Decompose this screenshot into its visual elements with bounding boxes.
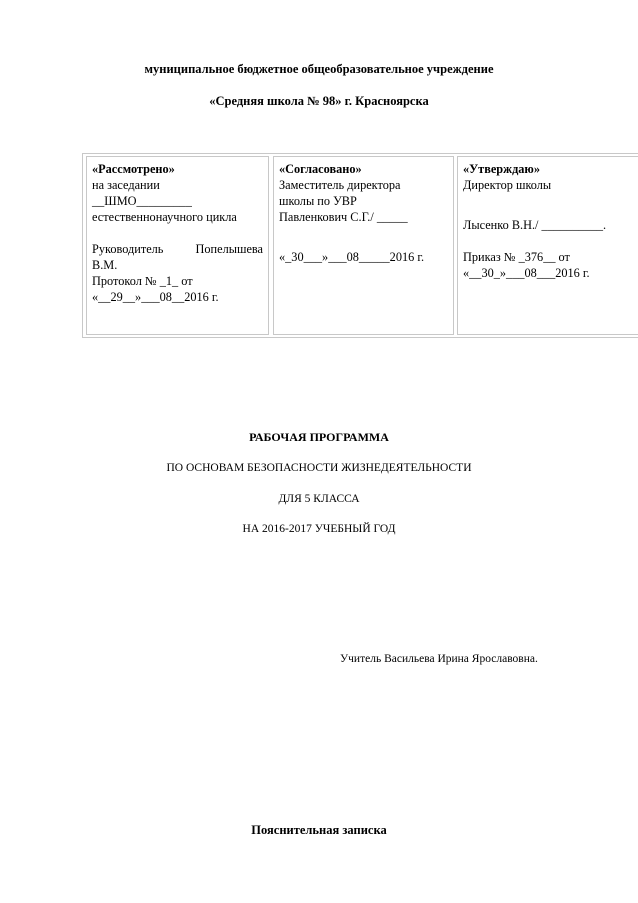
agreed-line: Павленкович С.Г./ _____: [279, 210, 408, 224]
considered-line: __ШМО_________: [92, 194, 192, 208]
considered-head-initials: В.М.: [92, 258, 118, 272]
approved-cell: [457, 156, 638, 335]
institution-heading: муниципальное бюджетное общеобразовательное учреждение: [144, 62, 494, 76]
agreed-title: «Согласовано»: [279, 162, 362, 176]
agreed-cell: [273, 156, 454, 335]
approved-signature: Лысенко В.Н./ __________.: [463, 218, 607, 232]
program-title: РАБОЧАЯ ПРОГРАММА: [249, 430, 389, 444]
considered-title: «Рассмотрено»: [92, 162, 175, 176]
considered-head: Руководитель Попелышева: [92, 242, 263, 256]
considered-protocol: Протокол № _1_ от: [92, 274, 193, 288]
program-year: НА 2016-2017 УЧЕБНЫЙ ГОД: [242, 523, 396, 535]
approved-title: «Утверждаю»: [463, 162, 540, 176]
considered-line: естественнонаучного цикла: [92, 210, 237, 224]
teacher-name: Учитель Васильева Ирина Ярославовна.: [340, 653, 538, 665]
agreed-line: школы по УВР: [279, 194, 357, 208]
program-subject: ПО ОСНОВАМ БЕЗОПАСНОСТИ ЖИЗНЕДЕЯТЕЛЬНОСТИ: [166, 462, 472, 474]
explanatory-note-heading: Пояснительная записка: [251, 823, 387, 837]
agreed-date: «_30___»___08_____2016 г.: [279, 250, 425, 264]
considered-cell: [86, 156, 269, 335]
agreed-line: Заместитель директора: [279, 178, 401, 192]
approvals-table: [82, 153, 638, 338]
approved-role: Директор школы: [463, 178, 552, 192]
considered-line: на заседании: [92, 178, 160, 192]
considered-date: «__29__»___08__2016 г.: [92, 290, 219, 304]
program-grade: ДЛЯ 5 КЛАССА: [278, 493, 360, 505]
approved-order: Приказ № _376__ от: [463, 250, 570, 264]
school-heading: «Средняя школа № 98» г. Красноярска: [209, 94, 429, 108]
approved-date: «__30_»___08___2016 г.: [463, 266, 590, 280]
